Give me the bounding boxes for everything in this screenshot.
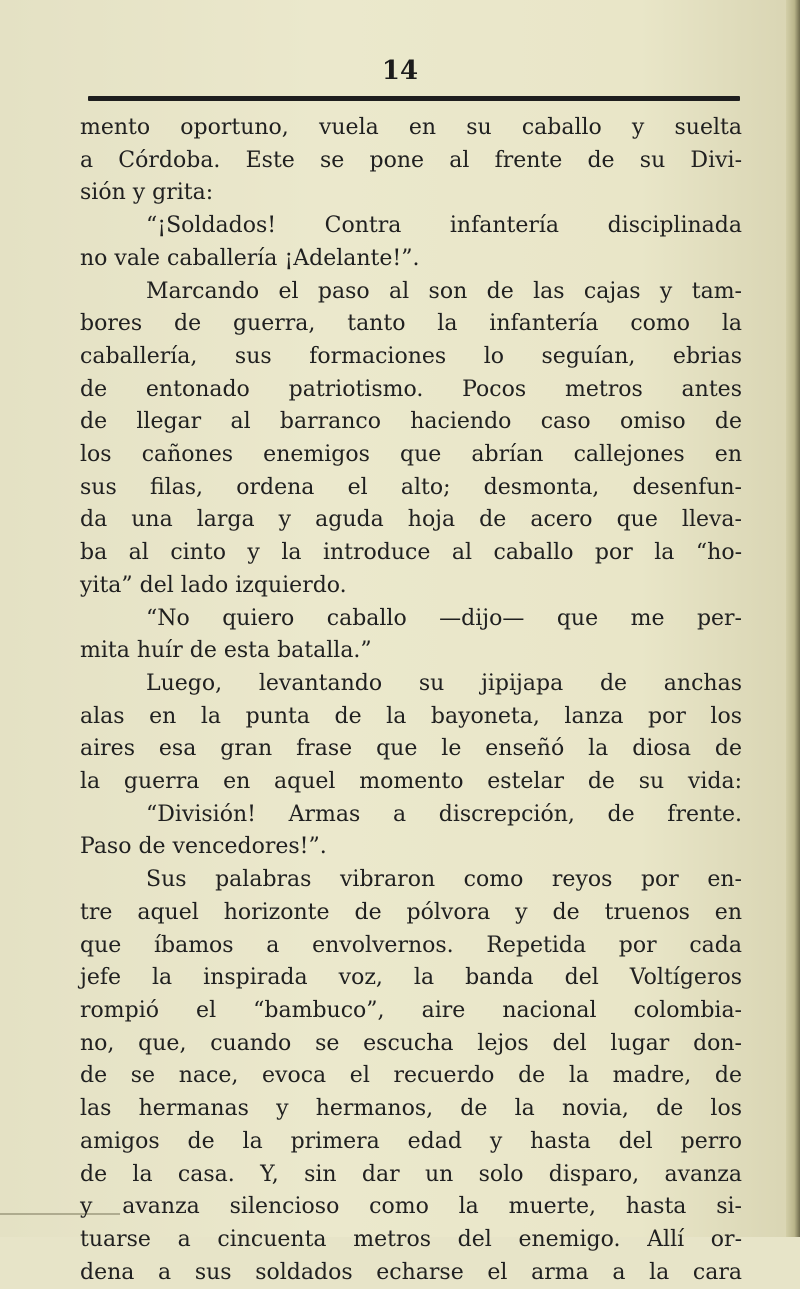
text-line: a Córdoba. Este se pone al frente de su Divi-	[80, 147, 742, 173]
body-text	[80, 112, 742, 1289]
text-line: Paso de vencedores!”.	[80, 834, 327, 860]
text-line: sión y grita:	[80, 180, 214, 206]
page-number: 14	[381, 56, 419, 86]
text-line: Marcando el paso al son de las cajas y tam-	[146, 278, 742, 304]
text-line: de llegar al barranco haciendo caso omiso de	[80, 409, 742, 435]
text-line: tuarse a cincuenta metros del enemigo. Allí or-	[80, 1226, 742, 1252]
page-edge	[786, 0, 800, 1237]
text-line: yita” del lado izquierdo.	[80, 572, 347, 598]
text-line: da una larga y aguda hoja de acero que lleva-	[80, 507, 742, 533]
text-line: ba al cinto y la introduce al caballo por la “ho-	[80, 540, 742, 566]
text-line: “No quiero caballo —dijo— que me per-	[146, 605, 742, 631]
header-rule	[88, 96, 740, 101]
text-line: no, que, cuando se escucha lejos del lugar don-	[80, 1030, 742, 1056]
text-line: alas en la punta de la bayoneta, lanza por los	[80, 703, 742, 729]
text-line: de se nace, evoca el recuerdo de la madre, de	[80, 1063, 742, 1089]
text-line: que íbamos a envolvernos. Repetida por cada	[80, 932, 742, 958]
text-line: de entonado patriotismo. Pocos metros antes	[80, 376, 742, 402]
text-line: las hermanas y hermanos, de la novia, de los	[80, 1096, 742, 1122]
text-line: “¡Soldados! Contra infantería disciplinada	[146, 213, 742, 239]
text-line: sus filas, ordena el alto; desmonta, desenfun-	[80, 474, 742, 500]
text-line: “División! Armas a discrepción, de frente.	[146, 801, 742, 827]
text-line: Luego, levantando su jipijapa de anchas	[146, 670, 742, 696]
text-line: jefe la inspirada voz, la banda del Voltígeros	[80, 965, 742, 991]
text-line: Sus palabras vibraron como reyos por en-	[146, 867, 742, 893]
text-line: bores de guerra, tanto la infantería como la	[80, 311, 742, 337]
text-line: rompió el “bambuco”, aire nacional colombia-	[80, 997, 742, 1023]
text-line: dena a sus soldados echarse el arma a la cara	[80, 1259, 742, 1285]
text-line: no vale caballería ¡Adelante!”.	[80, 245, 420, 271]
text-line: tre aquel horizonte de pólvora y de truenos en	[80, 899, 742, 925]
text-line: de la casa. Y, sin dar un solo disparo, avanza	[80, 1161, 742, 1187]
text-line: y avanza silencioso como la muerte, hasta si-	[80, 1194, 742, 1220]
text-line: la guerra en aquel momento estelar de su vida:	[80, 769, 742, 795]
text-line: amigos de la primera edad y hasta del perro	[80, 1128, 742, 1154]
text-line: aires esa gran frase que le enseñó la diosa de	[80, 736, 742, 762]
text-line: mento oportuno, vuela en su caballo y suelta	[80, 115, 742, 140]
text-line: mita huír de esta batalla.”	[80, 638, 372, 664]
text-line: caballería, sus formaciones lo seguían, ebrias	[80, 343, 742, 369]
text-line: los cañones enemigos que abrían callejones en	[80, 442, 742, 468]
